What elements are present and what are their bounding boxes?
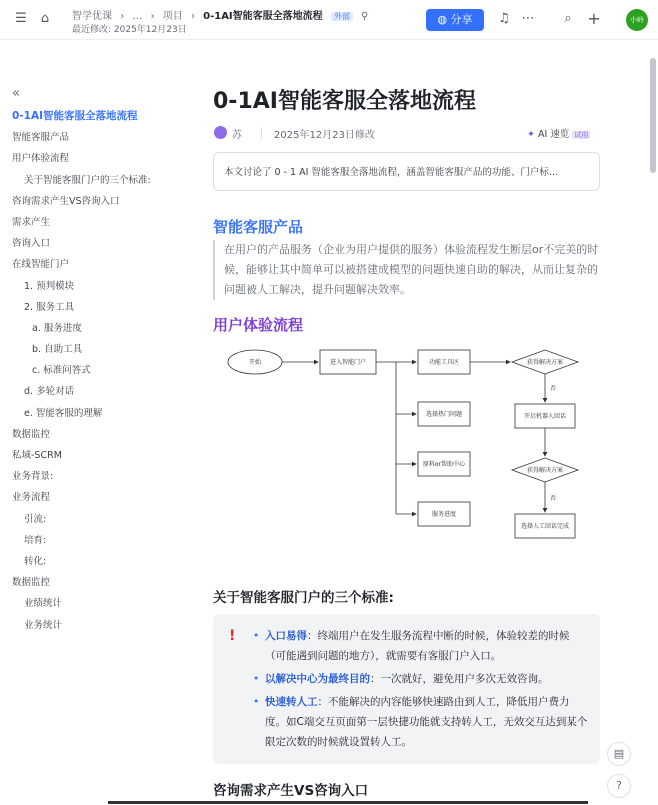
share-button[interactable] <box>426 9 484 31</box>
flow-label: 获得解决方案 <box>526 467 564 474</box>
breadcrumb <box>72 7 373 22</box>
callout-text: ：一次就好，避免用户多次无效咨询。 <box>370 673 549 685</box>
breadcrumb-item[interactable]: 项目 <box>162 11 183 22</box>
bullet-icon: • <box>253 673 260 685</box>
toc-item[interactable]: 咨询需求产生VS咨询入口 <box>12 195 120 207</box>
flow-label: 否 <box>549 385 557 392</box>
ai-read-label: AI 速览 <box>537 129 570 140</box>
help-icon[interactable]: ? <box>607 774 631 798</box>
flow-label: 选择热门问题 <box>425 411 463 418</box>
pin-icon[interactable]: ⚲ <box>361 11 369 22</box>
plus-icon[interactable]: + <box>587 9 601 28</box>
toc-item[interactable]: 业绩统计 <box>24 598 63 610</box>
trial-badge: 试用 <box>574 131 589 139</box>
toc-item[interactable]: 关于智能客服门户的三个标准: <box>24 174 151 186</box>
toc-item[interactable]: 1. 预判模块 <box>24 280 75 292</box>
section-heading: 咨询需求产生VS咨询入口 <box>213 783 369 799</box>
external-tag: 外部 <box>331 12 353 21</box>
toc-item[interactable]: 在线智能门户 <box>12 259 70 271</box>
list-item <box>253 669 589 689</box>
home-icon[interactable]: ⌂ <box>40 11 50 26</box>
breadcrumb-current: 0-1AI智能客服全落地流程 <box>203 11 323 22</box>
globe-icon: ◍ <box>437 13 451 26</box>
toc-item[interactable]: 私域-SCRM <box>12 450 62 461</box>
toc-item[interactable]: 培育: <box>24 534 47 546</box>
toc-item[interactable]: 用户体验流程 <box>12 153 70 165</box>
toc-item[interactable]: 业务流程 <box>12 492 51 504</box>
share-label: 分享 <box>450 13 473 26</box>
breadcrumb-separator: › <box>120 11 125 22</box>
ai-read-button[interactable] <box>527 126 590 140</box>
top-bar <box>0 0 658 40</box>
callout-box <box>213 614 600 764</box>
more-icon[interactable]: ⋯ <box>521 11 535 26</box>
section-heading: 用户体验流程 <box>213 316 304 334</box>
list-icon[interactable]: ☰ <box>15 11 27 26</box>
scrollbar-thumb[interactable] <box>650 58 656 173</box>
callout-text: ：不能解决的内容能够快速路由到人工，降低用户费力度。如C端交互页面第一层快捷功能就支持转人工，无效交互达到某个限定次数的时候就设置转人工。 <box>265 696 588 748</box>
flow-label: 进入智能门户 <box>329 359 367 366</box>
toc-item[interactable]: a. 服务进度 <box>32 322 82 334</box>
author-name[interactable]: 苏 <box>232 130 242 141</box>
breadcrumb-item[interactable]: 智学优课 <box>72 11 112 22</box>
sparkle-icon: ✦ <box>527 129 538 140</box>
flow-label: 服务进度 <box>431 511 457 518</box>
flow-label: 功能工具区 <box>428 359 460 366</box>
toc-item[interactable]: 业务统计 <box>24 619 63 631</box>
bell-icon[interactable]: ♫ <box>498 11 510 26</box>
bullet-icon: • <box>253 630 260 642</box>
last-modified: 最近修改: 2025年12月23日 <box>72 25 187 35</box>
callout-list <box>253 626 589 755</box>
collapse-sidebar-icon[interactable]: « <box>12 86 20 101</box>
page-title: 0-1AI智能客服全落地流程 <box>213 89 476 114</box>
toc-item[interactable]: 数据监控 <box>12 428 51 440</box>
toc-item[interactable]: b. 自助工具 <box>32 344 83 356</box>
toc-item[interactable]: 数据监控 <box>12 577 51 589</box>
flow-label: 否 <box>549 495 557 502</box>
toc-item[interactable]: e. 智能客服的理解 <box>24 407 103 419</box>
section-heading: 智能客服产品 <box>213 218 304 236</box>
callout-key: 快速转人工 <box>265 696 318 708</box>
toc-item[interactable]: 咨询入口 <box>12 238 51 250</box>
toc-item[interactable]: 2. 服务工具 <box>24 301 75 313</box>
toc-item[interactable]: c. 标准问答式 <box>32 365 91 377</box>
flow-label: 原料or帮助中心 <box>422 461 466 468</box>
breadcrumb-item[interactable]: … <box>132 11 143 22</box>
exclamation-icon: ! <box>229 628 236 644</box>
flowchart <box>220 338 600 548</box>
table-of-contents <box>12 106 190 636</box>
callout-key: 入口易得 <box>265 630 307 642</box>
toc-item[interactable]: 智能客服产品 <box>12 132 70 144</box>
search-icon[interactable]: ⌕ <box>564 11 572 26</box>
comment-icon[interactable]: ▤ <box>607 742 631 766</box>
flow-label: 获得解决方案 <box>526 359 564 366</box>
avatar[interactable]: 小岭 <box>626 9 648 31</box>
quote-block: 在用户的产品服务（企业为用户提供的服务）体验流程发生断层or不完美的时候，能够让其中简单可以被搭建成模型的问题快速自助的解决，从而让复杂的问题被人工解决，提升问题解决效率。 <box>213 240 603 300</box>
flow-label: 开启机器人回话 <box>523 413 567 420</box>
author-avatar[interactable] <box>214 126 227 139</box>
toc-item[interactable]: 转化: <box>24 555 47 567</box>
flow-label: 开始 <box>248 359 262 366</box>
toc-item[interactable]: 0-1AI智能客服全落地流程 <box>12 110 138 122</box>
callout-text: ：终端用户在发生服务流程中断的时候，体验较差的时候（可能遇到问题的地方），就需要有客服门户入口。 <box>265 630 570 662</box>
toc-item[interactable]: 业务背景: <box>12 471 54 483</box>
callout-key: 以解决中心为最终目的 <box>265 673 370 685</box>
list-item <box>253 626 589 666</box>
flow-label: 选择人工回话完成 <box>520 523 570 530</box>
ai-summary-box[interactable]: 本文讨论了 0 - 1 AI 智能客服全落地流程，涵盖智能客服产品的功能、门户标… <box>213 152 600 191</box>
divider <box>261 127 262 138</box>
modified-date: 2025年12月23日修改 <box>274 130 375 141</box>
breadcrumb-separator: › <box>150 11 155 22</box>
bullet-icon: • <box>253 696 260 708</box>
section-heading: 关于智能客服门户的三个标准: <box>213 590 394 606</box>
toc-item[interactable]: d. 多轮对话 <box>24 386 75 398</box>
divider <box>108 801 588 804</box>
breadcrumb-separator: › <box>190 11 195 22</box>
toc-item[interactable]: 引流: <box>24 513 47 525</box>
list-item <box>253 692 589 752</box>
toc-item[interactable]: 需求产生 <box>12 216 51 228</box>
